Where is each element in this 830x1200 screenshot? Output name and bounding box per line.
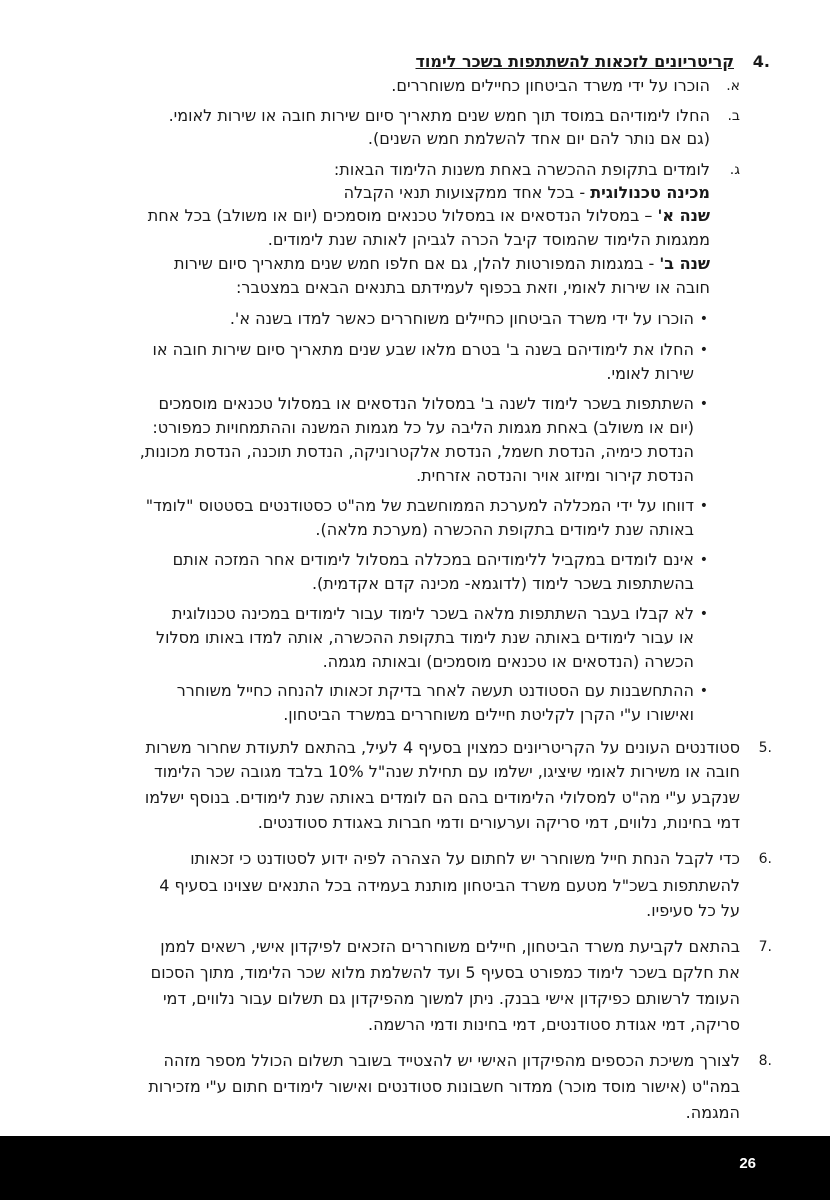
bullet-4-line-1: דווחו על ידי המכללה למערכת הממוחשבת של מה"ט כסטודנטים בסטטוס "לומד" (145, 496, 694, 515)
bullet-5-line-2: בהשתתפות בשכר לימוד (לדוגמא- מכינה קדם אקדמית). (311, 574, 694, 593)
bullet-3-line-3: הנדסת כימיה, הנדסת חשמל, הנדסת אלקטרוניקה, הנדסת תוכנה, הנדסת מכונות, (139, 442, 694, 461)
section-5-number: .5 (758, 740, 772, 756)
item-b-line-2: (גם אם נותר להם יום אחד להשלמת חמש השנים). (367, 129, 710, 148)
bullet-3-line-4: הנדסת קירור ומיזוג אויר והנדסה אזרחית. (416, 466, 694, 485)
section-8-line-1: לצורך משיכת הכספים מהפיקדון האישי יש להצטייד בשובר תשלום הכולל מספר מזהה (163, 1051, 740, 1070)
section-8-line-2: במה"ט (אישור מוסד מוכר) ממדור חשבונות סטודנטים ואישור לימודים חתום ע"י מזכירות (148, 1077, 740, 1096)
section-6-line-3: על כל סעיפיו. (646, 901, 740, 920)
item-c-intro: לומדים בתקופת ההכשרה באחת משנות הלימוד הבאות: (333, 160, 710, 179)
section-5-line-4: דמי בחינות, נלווים, דמי סריקה וערעורים ודמי חברות באגודת סטודנטים. (257, 813, 740, 832)
section-5-line-1: סטודנטים העונים על הקריטריונים כמצוין בסעיף 4 לעיל, בהתאם לתעודת שחרור משרות (145, 738, 740, 757)
mechina-text: - בכל אחד ממקצועות תנאי הקבלה (343, 183, 591, 202)
item-c-label: ג. (729, 162, 740, 178)
section-7-line-2: את חלקם בשכר לימוד כמפורט בסעיף 5 ועד להשלמת מלוא שכר הלימוד, מתוך הסכום (150, 963, 740, 982)
section-6-number: .6 (758, 851, 772, 867)
mechina-label: מכינה טכנולוגית (590, 183, 710, 202)
section-7-line-4: סריקה, דמי אגודת סטודנטים, דמי בחינות ודמי הרשמה. (368, 1015, 740, 1034)
item-b-line-1: החלו לימודיהם במוסד תוך חמש שנים מתאריך סיום שירות חובה או שירות לאומי. (168, 106, 710, 125)
bullet-3-line-1: השתתפות בשכר לימוד לשנה ב' במסלול הנדסאים או במסלול טכנאים מוסמכים (158, 394, 694, 413)
mechina-line (344, 183, 710, 203)
section-5-line-2: חובה או משירות לאומי שיציגו, ישלמו עם תחילת שנה"ל 10% בלבד מגובה שכר הלימוד (154, 762, 740, 781)
page-number: 26 (739, 1155, 756, 1172)
item-b-label: ב. (727, 108, 740, 124)
year-b-line-1 (174, 254, 710, 274)
bullet-marker: • (699, 552, 708, 568)
bullet-marker: • (699, 311, 708, 327)
bullet-marker: • (699, 683, 708, 699)
section-7-line-1: בהתאם לקביעת משרד הביטחון, חיילים משוחררים הזכאים לפיקדון אישי, רשאים לממן (160, 937, 740, 956)
bullet-6-line-2: או עבור לימודים באותה שנת לימוד בתקופת ההכשרה, אותה למדו באותו מסלול (156, 628, 694, 647)
item-a-text: הוכרו על ידי משרד הביטחון כחיילים משוחררים. (391, 76, 710, 95)
bullet-7-line-1: ההתחשבנות עם הסטודנט תעשה לאחר בדיקת זכאותו להנחה כחייל משוחרר (176, 681, 694, 700)
section-4-title: קריטריונים לזכאות להשתתפות בשכר לימוד (415, 52, 734, 71)
bullet-7-line-2: ואישורו ע"י הקרן לקליטת חיילים משוחררים במשרד הביטחון. (283, 705, 694, 724)
section-6-line-2: להשתתפות בשכ"ל מטעם משרד הביטחון מותנת בעמידה בכל התנאים שצוינו בסעיף 4 (159, 876, 740, 895)
year-a-label: שנה א' (657, 206, 710, 225)
bullet-6-line-3: הכשרה (הנדסאים או טכנאים מוסמכים) ובאותה מגמה. (322, 652, 694, 671)
bullet-3-line-2: (יום או משולב) באחת מגמות הליבה על כל מגמות המשנה וההתמחויות כמפורט: (152, 418, 694, 437)
bullet-2-line-2: שירות לאומי. (606, 364, 694, 383)
section-6-line-1: כדי לקבל הנחת חייל משוחרר יש לחתום על הצהרה לפיה ידוע לסטודנט כי זכאותו (190, 849, 740, 868)
section-8-number: .8 (758, 1053, 772, 1069)
section-8-line-3: המגמה. (685, 1103, 740, 1122)
bullet-1-line-1: הוכרו על ידי משרד הביטחון כחיילים משוחררים כאשר למדו בשנה א'. (229, 309, 694, 328)
footer-bar (0, 1136, 830, 1200)
year-a-line-1 (148, 206, 710, 226)
bullet-marker: • (699, 396, 708, 412)
bullet-4-line-2: באותה שנת לימודים בתקופת ההכשרה (מערכת מלאה). (315, 520, 694, 539)
bullet-6-line-1: לא קבלו בעבר השתתפות מלאה בשכר לימוד עבור לימודים במכינה טכנולוגית (172, 604, 694, 623)
section-5-line-3: שנקבע ע"י מה"ט למסלולי הלימודים בהם הם לומדים באותה שנת לימודים. בנוסף ישלמו (144, 788, 740, 807)
bullet-marker: • (699, 606, 708, 622)
section-7-number: .7 (758, 939, 772, 955)
bullet-marker: • (699, 342, 708, 358)
year-a-text-1: – במסלול הנדסאים או במסלול טכנאים מוסמכים (יום או משולב) בכל אחת (147, 206, 658, 225)
year-b-text-1: - במגמות המפורטות להלן, גם אם חלפו חמש שנים מתאריך סיום שירות (174, 254, 660, 273)
bullet-marker: • (699, 498, 708, 514)
year-b-line-2: חובה או שירות לאומי, וזאת בכפוף לעמידתם בתנאים הבאים במצטבר: (236, 278, 710, 297)
year-a-line-2: ממגמות הלימוד שהמוסד קיבל הכרה לגביהן לאותה שנת לימודים. (267, 230, 710, 249)
year-b-label: שנה ב' (659, 254, 710, 273)
section-4-number: .4 (752, 52, 770, 71)
item-a-label: א. (726, 78, 740, 94)
bullet-2-line-1: החלו את לימודיהם בשנה ב' בטרם מלאו שבע שנים מתאריך סיום שירות חובה או (152, 340, 694, 359)
section-7-line-3: העומד לרשותם כפיקדון אישי בבנק. ניתן למשוך מהפיקדון גם תשלום עבור נלווים, דמי (162, 989, 740, 1008)
bullet-5-line-1: אינם לומדים במקביל ללימודיהם במכללה במסלול לימודים אחר המזכה אותם (172, 550, 694, 569)
